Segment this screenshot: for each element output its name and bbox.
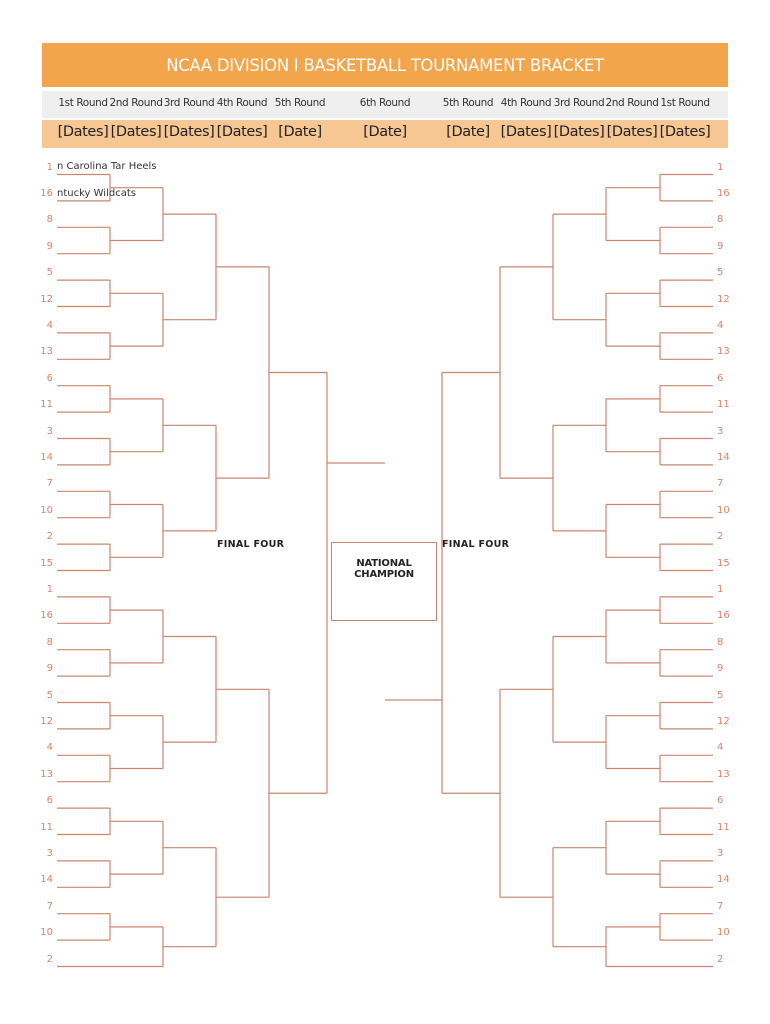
seed-left-13: 7 xyxy=(46,478,53,490)
seed-right-15: 2 xyxy=(717,531,724,543)
national-champion-label: NATIONAL CHAMPION xyxy=(354,558,414,580)
seed-right-28: 14 xyxy=(717,874,730,886)
seed-right-7: 4 xyxy=(717,319,724,331)
seed-right-24: 13 xyxy=(717,768,730,780)
seed-right-21: 5 xyxy=(717,689,724,701)
seed-right-3: 8 xyxy=(717,214,724,226)
seed-right-16: 15 xyxy=(717,557,730,569)
seed-right-29: 7 xyxy=(717,900,724,912)
round-label-left-2: 2nd Round xyxy=(109,97,163,109)
seed-left-20: 9 xyxy=(46,663,53,675)
date-left-5[interactable]: [Date] xyxy=(278,124,322,140)
seed-left-16: 15 xyxy=(40,557,53,569)
seed-right-19: 8 xyxy=(717,636,724,648)
seed-right-13: 7 xyxy=(717,478,724,490)
seed-right-10: 11 xyxy=(717,399,730,411)
seed-left-10: 11 xyxy=(40,399,53,411)
seed-left-9: 6 xyxy=(46,372,53,384)
date-right-3[interactable]: [Dates] xyxy=(553,124,605,140)
round-label-right-1: 1st Round xyxy=(660,97,710,109)
seed-left-31: 2 xyxy=(46,953,53,965)
seed-left-19: 8 xyxy=(46,636,53,648)
round-label-right-3: 3rd Round xyxy=(553,97,605,109)
date-right-4[interactable]: [Dates] xyxy=(500,124,552,140)
seed-right-5: 5 xyxy=(717,267,724,279)
date-left-1[interactable]: [Dates] xyxy=(57,124,109,140)
seed-left-26: 11 xyxy=(40,821,53,833)
seed-right-18: 16 xyxy=(717,610,730,622)
seed-left-30: 10 xyxy=(40,927,53,939)
seed-left-4: 9 xyxy=(46,240,53,252)
seed-left-2: 16 xyxy=(40,187,53,199)
seed-left-25: 6 xyxy=(46,795,53,807)
seed-left-23: 4 xyxy=(46,742,53,754)
national-champion-box[interactable] xyxy=(331,542,437,621)
round-label-left-1: 1st Round xyxy=(58,97,108,109)
team-name-left-2[interactable]: ntucky Wildcats xyxy=(57,188,136,199)
seed-right-8: 13 xyxy=(717,346,730,358)
seed-right-4: 9 xyxy=(717,240,724,252)
seed-left-5: 5 xyxy=(46,267,53,279)
seed-left-21: 5 xyxy=(46,689,53,701)
seed-right-25: 6 xyxy=(717,795,724,807)
date-left-2[interactable]: [Dates] xyxy=(110,124,162,140)
seed-right-11: 3 xyxy=(717,425,724,437)
date-left-4[interactable]: [Dates] xyxy=(216,124,268,140)
seed-left-7: 4 xyxy=(46,319,53,331)
seed-right-22: 12 xyxy=(717,715,730,727)
team-name-left-1[interactable]: n Carolina Tar Heels xyxy=(57,161,157,172)
round-label-center: 6th Round xyxy=(359,97,411,109)
seed-left-22: 12 xyxy=(40,715,53,727)
seed-left-17: 1 xyxy=(46,583,53,595)
date-center[interactable]: [Date] xyxy=(363,124,407,140)
seed-right-9: 6 xyxy=(717,372,724,384)
seed-left-24: 13 xyxy=(40,768,53,780)
seed-left-14: 10 xyxy=(40,504,53,516)
seed-right-12: 14 xyxy=(717,451,730,463)
seed-left-18: 16 xyxy=(40,610,53,622)
seed-right-23: 4 xyxy=(717,742,724,754)
seed-right-14: 10 xyxy=(717,504,730,516)
seed-left-3: 8 xyxy=(46,214,53,226)
seed-left-15: 2 xyxy=(46,531,53,543)
bracket-title: NCAA DIVISION I BASKETBALL TOURNAMENT BRACKET xyxy=(42,43,728,87)
round-label-left-3: 3rd Round xyxy=(163,97,215,109)
seed-left-12: 14 xyxy=(40,451,53,463)
round-label-left-4: 4th Round xyxy=(216,97,268,109)
date-left-3[interactable]: [Dates] xyxy=(163,124,215,140)
final-four-label-right: FINAL FOUR xyxy=(442,539,510,550)
seed-right-30: 10 xyxy=(717,927,730,939)
round-label-left-5: 5th Round xyxy=(274,97,326,109)
seed-right-31: 2 xyxy=(717,953,724,965)
date-right-1[interactable]: [Dates] xyxy=(659,124,711,140)
round-label-right-4: 4th Round xyxy=(500,97,552,109)
seed-right-2: 16 xyxy=(717,187,730,199)
seed-right-20: 9 xyxy=(717,663,724,675)
seed-left-8: 13 xyxy=(40,346,53,358)
seed-right-27: 3 xyxy=(717,847,724,859)
seed-right-6: 12 xyxy=(717,293,730,305)
seed-left-27: 3 xyxy=(46,847,53,859)
seed-left-28: 14 xyxy=(40,874,53,886)
seed-left-1: 1 xyxy=(46,161,53,173)
seed-left-11: 3 xyxy=(46,425,53,437)
final-four-label-left: FINAL FOUR xyxy=(217,539,285,550)
seed-right-26: 11 xyxy=(717,821,730,833)
seed-right-1: 1 xyxy=(717,161,724,173)
seed-left-29: 7 xyxy=(46,900,53,912)
seed-right-17: 1 xyxy=(717,583,724,595)
date-right-2[interactable]: [Dates] xyxy=(606,124,658,140)
date-right-5[interactable]: [Date] xyxy=(446,124,490,140)
round-label-right-5: 5th Round xyxy=(442,97,494,109)
round-label-right-2: 2nd Round xyxy=(605,97,659,109)
seed-left-6: 12 xyxy=(40,293,53,305)
